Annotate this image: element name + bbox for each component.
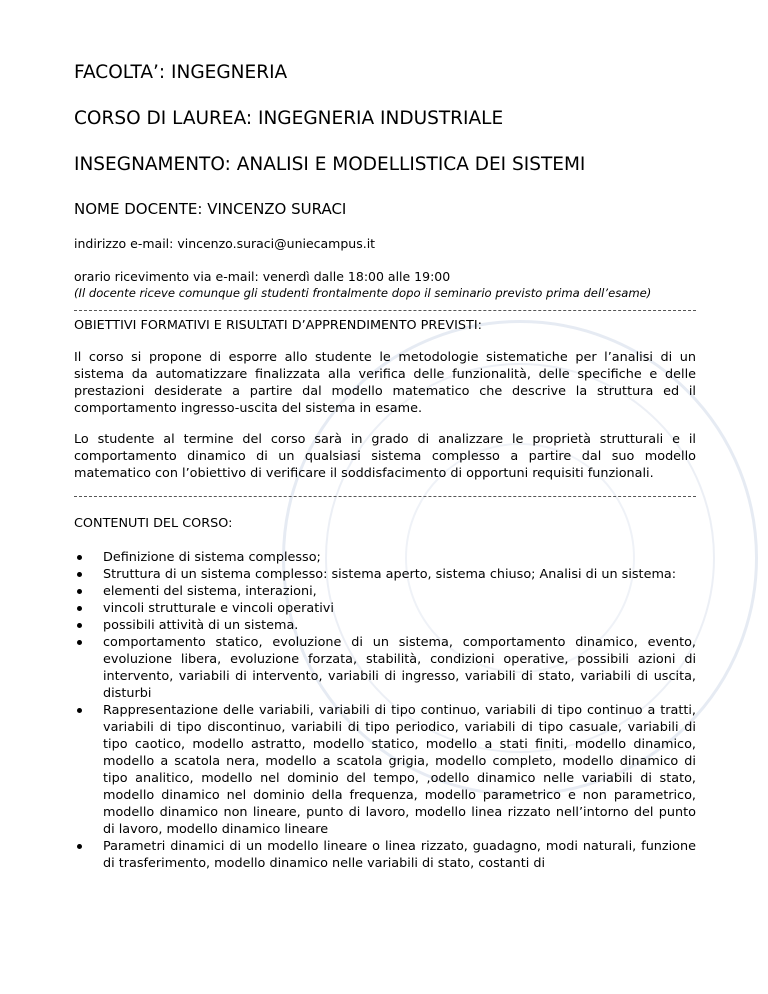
list-item: elementi del sistema, interazioni,: [74, 583, 696, 600]
list-item: Struttura di un sistema complesso: sistema aperto, sistema chiuso; Analisi di un sistema:: [74, 566, 696, 583]
teacher-name: NOME DOCENTE: VINCENZO SURACI: [74, 200, 347, 218]
faculty-heading: FACOLTA’: INGEGNERIA: [74, 62, 288, 83]
office-hours: orario ricevimento via e-mail: venerdì dalle 18:00 alle 19:00: [74, 269, 451, 284]
section-divider: [74, 496, 696, 497]
office-hours-note: (Il docente riceve comunque gli studenti frontalmente dopo il seminario previsto prima dell’esame): [74, 286, 652, 300]
teacher-email: indirizzo e-mail: vincenzo.suraci@uniecampus.it: [74, 236, 376, 251]
objectives-title: OBIETTIVI FORMATIVI E RISULTATI D’APPRENDIMENTO PREVISTI:: [74, 318, 482, 333]
list-item: Parametri dinamici di un modello lineare o linea rizzato, guadagno, modi naturali, funzione di trasferimento, modello dinamico nelle variabili di stato, costanti di: [74, 838, 696, 872]
list-item: possibili attività di un sistema.: [74, 617, 696, 634]
degree-heading: CORSO DI LAUREA: INGEGNERIA INDUSTRIALE: [74, 108, 504, 129]
list-item: Definizione di sistema complesso;: [74, 549, 696, 566]
contents-title: CONTENUTI DEL CORSO:: [74, 516, 233, 531]
contents-list: [74, 549, 696, 872]
objectives-paragraph-1: Il corso si propone di esporre allo studente le metodologie sistematiche per l’analisi di un sistema da automatizzare finalizzata alla verifica delle funzionalità, delle specifiche e delle prestazioni desiderate a partire dal modello matematico che descrive la struttura ed il comportamento ingresso-uscita del sistema in esame.: [74, 350, 696, 416]
list-item: Rappresentazione delle variabili, variabili di tipo continuo, variabili di tipo continuo a tratti, variabili di tipo discontinuo, variabili di tipo periodico, variabili di tipo casuale, variabili di tipo caotico, modello astratto, modello statico, modello a stati finiti, modello dinamico, modello a scatola nera, modello a scatola grigia, modello completo, modello dinamico di tipo analitico, modello nel dominio del tempo, ,odello dinamico nelle variabili di stato, modello dinamico nel dominio della frequenza, modello parametrico e non parametrico, modello dinamico non lineare, punto di lavoro, modello linea rizzato nell’intorno del punto di lavoro, modello dinamico lineare: [74, 702, 696, 838]
list-item: comportamento statico, evoluzione di un sistema, comportamento dinamico, evento, evoluzione libera, evoluzione forzata, stabilità, condizioni operative, possibili azioni di intervento, variabili di intervento, variabili di ingresso, variabili di stato, variabili di uscita, disturbi: [74, 634, 696, 702]
objectives-paragraph-2: Lo studente al termine del corso sarà in grado di analizzare le proprietà strutturali e il comportamento dinamico di un qualsiasi sistema complesso a partire dal suo modello matematico con l’obiettivo di verificare il soddisfacimento di opportuni requisiti funzionali.: [74, 432, 696, 481]
course-heading: INSEGNAMENTO: ANALISI E MODELLISTICA DEI SISTEMI: [74, 154, 586, 175]
list-item: vincoli strutturale e vincoli operativi: [74, 600, 696, 617]
section-divider: [74, 310, 696, 311]
